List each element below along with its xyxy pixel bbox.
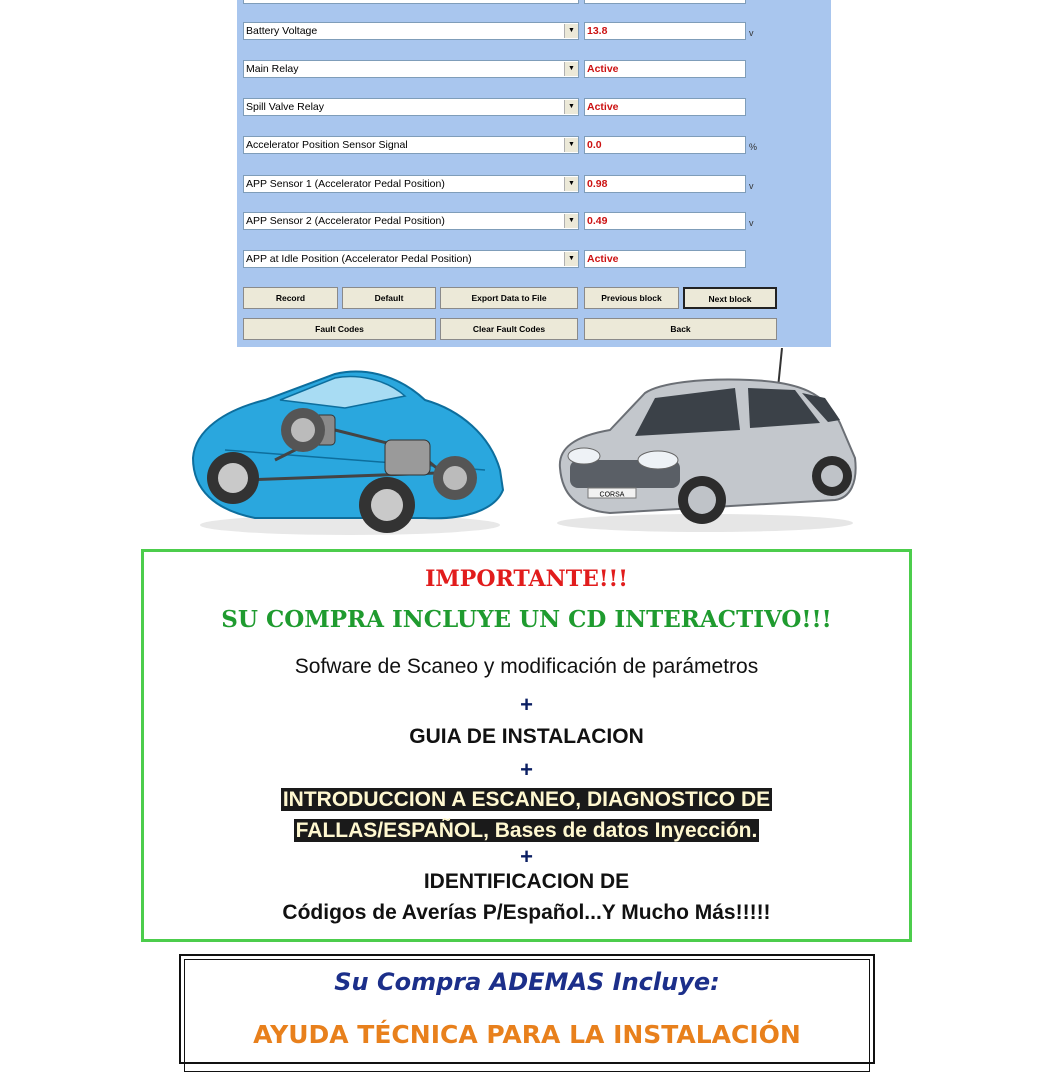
param-value: 0.49 bbox=[584, 212, 746, 230]
cut-off-row bbox=[243, 0, 579, 4]
param-label: APP Sensor 1 (Accelerator Pedal Position) bbox=[246, 178, 445, 190]
also-includes-heading: Su Compra ADEMAS Incluye: bbox=[334, 968, 720, 996]
chevron-down-icon[interactable]: ▼ bbox=[564, 24, 578, 38]
chevron-down-icon[interactable]: ▼ bbox=[564, 62, 578, 76]
param-value: Active bbox=[584, 60, 746, 78]
plus-sign: + bbox=[520, 757, 533, 782]
includes-cd-heading: SU COMPRA INCLUYE UN CD INTERACTIVO!!! bbox=[221, 606, 832, 633]
cut-off-value bbox=[584, 0, 746, 4]
param-select[interactable] bbox=[243, 22, 579, 40]
plus-sign: + bbox=[520, 844, 533, 869]
extras-box bbox=[179, 954, 875, 1064]
car-badge: CORSA bbox=[599, 491, 625, 499]
intro-line-1: INTRODUCCION A ESCANEO, DIAGNOSTICO DE bbox=[282, 788, 771, 811]
param-unit: v bbox=[749, 218, 754, 228]
param-value: 0.0 bbox=[584, 136, 746, 154]
plus-sign: + bbox=[520, 692, 533, 717]
ident-line: IDENTIFICACION DE bbox=[423, 870, 630, 893]
next-block-button[interactable]: Next block bbox=[683, 287, 777, 309]
chevron-down-icon[interactable]: ▼ bbox=[564, 138, 578, 152]
param-label: APP Sensor 2 (Accelerator Pedal Position) bbox=[246, 215, 445, 227]
record-button[interactable]: Record bbox=[243, 287, 338, 309]
param-value: Active bbox=[584, 250, 746, 268]
param-value: 13.8 bbox=[584, 22, 746, 40]
chevron-down-icon[interactable]: ▼ bbox=[564, 100, 578, 114]
promo-box bbox=[141, 549, 912, 942]
codes-line: Códigos de Averías P/Español...Y Mucho Más!!!!! bbox=[282, 901, 771, 924]
guia-line: GUIA DE INSTALACION bbox=[409, 725, 644, 748]
param-select[interactable] bbox=[243, 98, 579, 116]
software-line: Sofware de Scaneo y modificación de parámetros bbox=[294, 655, 759, 678]
fault-codes-button[interactable]: Fault Codes bbox=[243, 318, 436, 340]
silver-hatchback-image bbox=[550, 348, 860, 533]
param-select[interactable] bbox=[243, 212, 579, 230]
chevron-down-icon[interactable]: ▼ bbox=[564, 252, 578, 266]
param-label: Accelerator Position Sensor Signal bbox=[246, 139, 408, 151]
param-value: 0.98 bbox=[584, 175, 746, 193]
param-value: Active bbox=[584, 98, 746, 116]
importante-heading: IMPORTANTE!!! bbox=[425, 566, 628, 592]
param-select[interactable] bbox=[243, 175, 579, 193]
clear-fault-codes-button[interactable]: Clear Fault Codes bbox=[440, 318, 578, 340]
intro-line-2: FALLAS/ESPAÑOL, Bases de datos Inyección. bbox=[295, 819, 758, 842]
param-label: Spill Valve Relay bbox=[246, 101, 325, 113]
ayuda-tecnica-heading: AYUDA TÉCNICA PARA LA INSTALACIÓN bbox=[253, 1020, 801, 1049]
param-label: Battery Voltage bbox=[246, 25, 318, 37]
param-unit: v bbox=[749, 28, 754, 38]
param-unit: % bbox=[749, 142, 758, 152]
export-data-button[interactable]: Export Data to File bbox=[440, 287, 578, 309]
param-select[interactable] bbox=[243, 136, 579, 154]
diagnostic-panel bbox=[237, 0, 831, 347]
chevron-down-icon[interactable]: ▼ bbox=[564, 177, 578, 191]
chevron-down-icon[interactable]: ▼ bbox=[564, 214, 578, 228]
param-unit: v bbox=[749, 181, 754, 191]
blue-convertible-cutaway-image bbox=[185, 360, 510, 540]
previous-block-button[interactable]: Previous block bbox=[584, 287, 679, 309]
param-select[interactable] bbox=[243, 250, 579, 268]
intro-block bbox=[144, 784, 909, 846]
param-label: Main Relay bbox=[246, 63, 299, 75]
param-label: APP at Idle Position (Accelerator Pedal Position) bbox=[246, 253, 472, 265]
back-button[interactable]: Back bbox=[584, 318, 777, 340]
param-select[interactable] bbox=[243, 60, 579, 78]
default-button[interactable]: Default bbox=[342, 287, 436, 309]
